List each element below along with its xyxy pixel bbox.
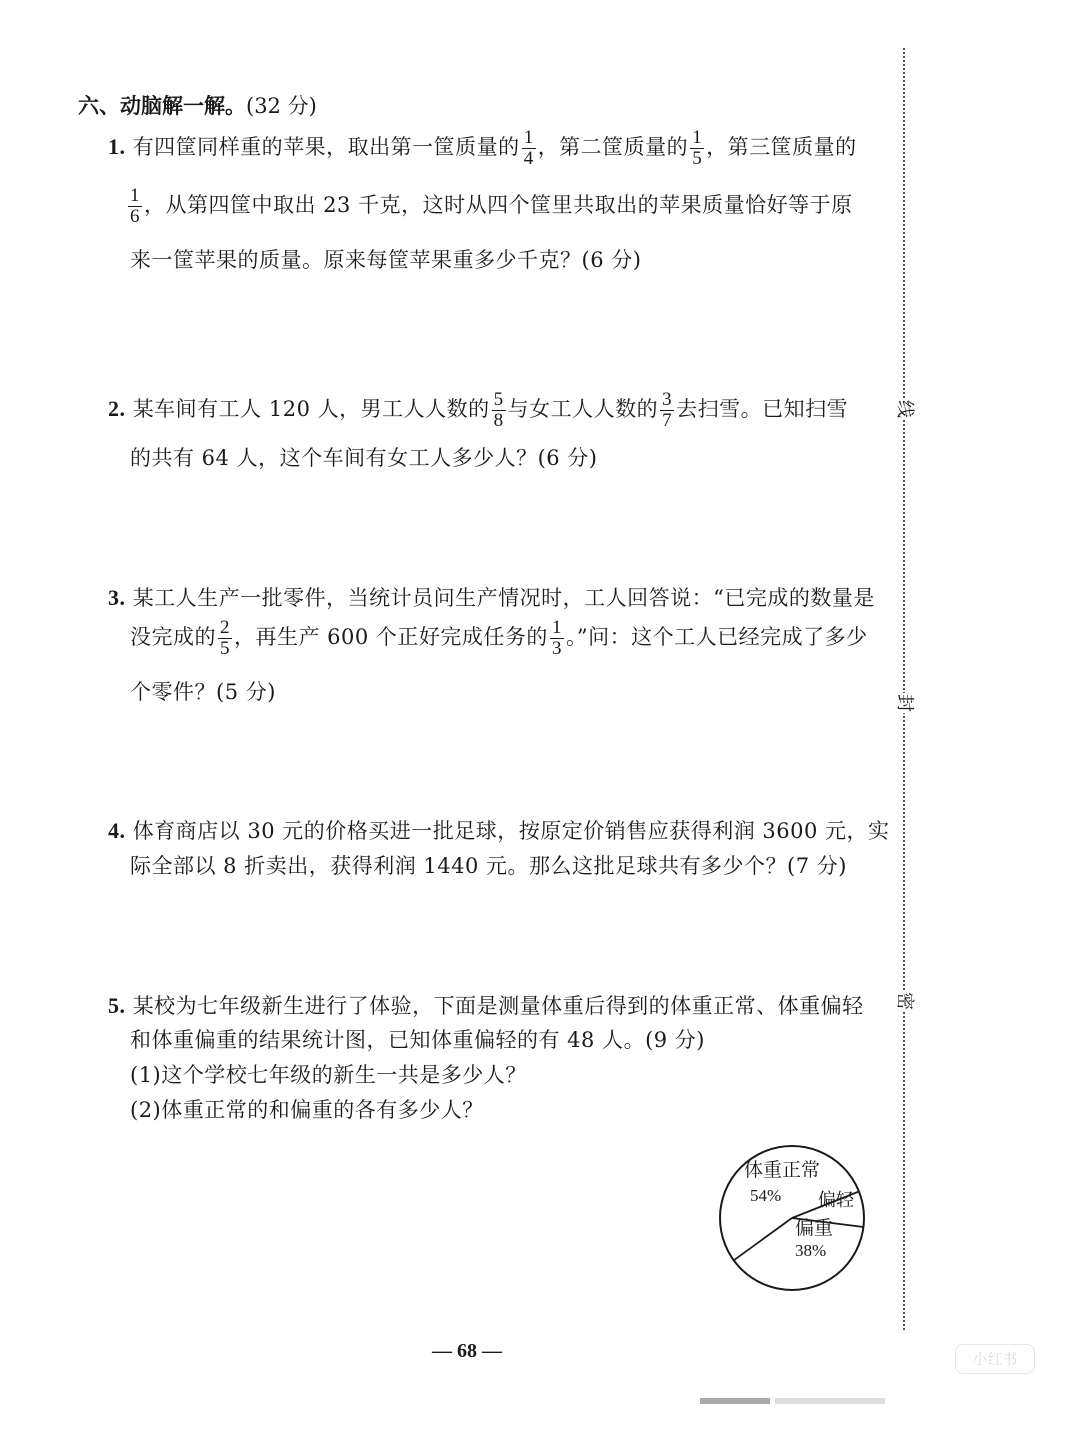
pie-value-normal: 54%	[750, 1186, 782, 1205]
q5-sub2-text: (2)体重正常的和偏重的各有多少人？	[130, 1098, 484, 1122]
q1-frac3-num: 1	[130, 185, 140, 206]
q1-frac2-num: 1	[692, 127, 703, 148]
q1-text-c: ，第三筐质量的	[706, 135, 857, 159]
q1-frac1-den: 4	[523, 148, 534, 169]
q2-frac2-num: 3	[662, 389, 673, 410]
q2-frac1-den: 8	[493, 410, 504, 431]
q1-text-line2: ，从第四筐中取出 23 千克，这时从四个筐里共取出的苹果质量恰好等于原	[144, 193, 853, 217]
q2-frac2-den: 7	[662, 410, 673, 431]
scroll-indicator-track	[775, 1398, 885, 1404]
binding-dotted-line	[903, 48, 905, 1330]
weight-pie-chart	[712, 1138, 882, 1298]
q3-text-a: 没完成的	[130, 625, 216, 649]
q2-line2	[130, 442, 598, 472]
q2-frac1-num: 5	[493, 389, 504, 410]
q4-text-line2: 际全部以 8 折卖出，获得利润 1440 元。那么这批足球共有多少个？(7 分)	[130, 854, 847, 878]
q5-sub1	[130, 1059, 527, 1089]
q1-line3	[130, 244, 641, 274]
q1-frac2-den: 5	[692, 148, 703, 169]
q2-fraction-three-sevenths	[660, 390, 674, 431]
q1-text-line3: 来一筐苹果的质量。原来每筐苹果重多少千克？(6 分)	[130, 248, 642, 272]
margin-label-feng: 封	[894, 694, 915, 712]
q2-fraction-five-eighths	[492, 390, 506, 431]
q3-text-line3: 个零件？(5 分)	[130, 680, 276, 704]
pie-label-light: 偏轻	[818, 1190, 854, 1211]
pie-label-heavy: 偏重	[795, 1217, 834, 1239]
q2-text-b: 与女工人人数的	[507, 397, 659, 421]
pie-label-normal: 体重正常	[744, 1159, 821, 1181]
q5-number: 5.	[108, 993, 126, 1018]
q5-text-line2: 和体重偏重的结果统计图，已知体重偏轻的有 48 人。(9 分)	[130, 1028, 705, 1052]
q3-text-b: ，再生产 600 个正好完成任务的	[234, 625, 548, 649]
q5-sub2	[130, 1094, 484, 1124]
q3-frac2-den: 3	[551, 638, 562, 659]
q3-fraction-two-fifths	[218, 618, 232, 659]
q3-frac1-num: 2	[220, 617, 230, 638]
section-score: (32 分)	[246, 94, 317, 118]
pie-value-heavy: 38%	[795, 1241, 827, 1260]
page-number: — 68 —	[432, 1340, 502, 1362]
q1-frac1-num: 1	[523, 127, 534, 148]
q1-number: 1.	[108, 134, 126, 159]
q1-fraction-fifth	[690, 128, 704, 169]
q3-fraction-third	[550, 618, 564, 659]
q3-line2	[130, 618, 868, 659]
q5-line1	[108, 990, 864, 1020]
q4-text-line1: 体育商店以 30 元的价格买进一批足球，按原定价销售应获得利润 3600 元，实	[132, 819, 890, 843]
q3-frac2-num: 1	[551, 617, 562, 638]
q2-line1	[108, 390, 848, 431]
section-title-text: 六、动脑解一解。	[78, 93, 246, 118]
q5-text-line1: 某校为七年级新生进行了体验，下面是测量体重后得到的体重正常、体重偏轻	[132, 994, 864, 1018]
q1-text-b: ，第二筐质量的	[537, 135, 689, 159]
margin-label-mi: 密	[894, 992, 915, 1010]
q1-fraction-sixth	[128, 186, 142, 227]
scroll-indicator	[700, 1398, 770, 1404]
q5-line2	[130, 1024, 705, 1054]
q1-text-a: 有四筐同样重的苹果，取出第一筐质量的	[132, 135, 520, 159]
q1-line2	[126, 186, 853, 227]
watermark-logo: 小红书	[955, 1344, 1035, 1374]
section-title	[78, 90, 317, 120]
q1-fraction-quarter	[522, 128, 536, 169]
q2-text-a: 某车间有工人 120 人，男工人人数的	[132, 397, 490, 421]
q2-text-line2: 的共有 64 人，这个车间有女工人多少人？(6 分)	[130, 446, 598, 470]
q2-text-c: 去扫雪。已知扫雪	[676, 397, 849, 421]
q1-frac3-den: 6	[130, 206, 140, 227]
q3-line1	[108, 582, 875, 612]
q5-sub1-text: (1)这个学校七年级的新生一共是多少人？	[130, 1063, 527, 1087]
q2-number: 2.	[108, 396, 126, 421]
q4-line2	[130, 850, 847, 880]
q4-line1	[108, 815, 890, 845]
q3-frac1-den: 5	[220, 638, 230, 659]
q3-line3	[130, 676, 276, 706]
q3-text-c: 。”问：这个工人已经完成了多少	[565, 625, 868, 649]
q3-text-line1: 某工人生产一批零件，当统计员问生产情况时，工人回答说：“已完成的数量是	[132, 586, 875, 610]
q4-number: 4.	[108, 818, 126, 843]
q1-line1	[108, 128, 857, 169]
margin-label-xian: 线	[894, 400, 915, 418]
q3-number: 3.	[108, 585, 126, 610]
